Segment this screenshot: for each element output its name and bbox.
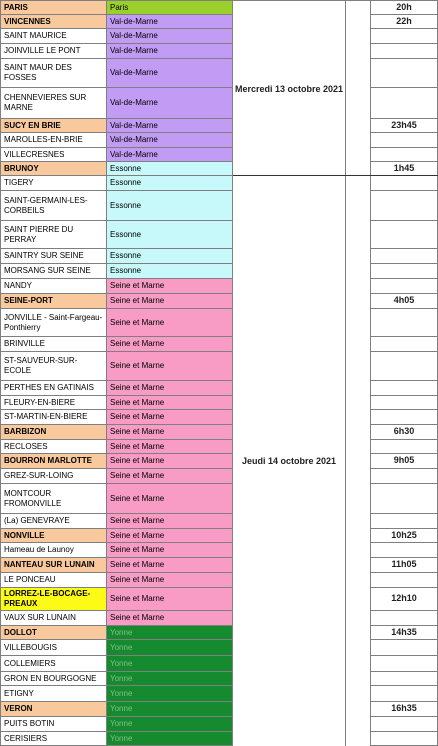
city-cell: DOLLOT <box>0 626 107 640</box>
city-cell: (La) GENEVRAYE <box>0 514 107 529</box>
time-cell: 20h <box>371 1 438 15</box>
time-cell <box>371 44 438 59</box>
city-cell: FLEURY-EN-BIERE <box>0 396 107 410</box>
department-cell: Val-de-Marne <box>107 15 233 29</box>
department-cell: Seine et Marne <box>107 309 233 337</box>
department-cell: Val-de-Marne <box>107 88 233 119</box>
time-cell: 12h10 <box>371 588 438 611</box>
city-cell: JOINVILLE LE PONT <box>0 44 107 59</box>
time-cell <box>371 88 438 119</box>
blank-column <box>346 176 371 746</box>
city-cell: SUCY EN BRIE <box>0 119 107 133</box>
department-cell: Seine et Marne <box>107 573 233 588</box>
department-cell: Essonne <box>107 176 233 191</box>
department-cell: Seine et Marne <box>107 454 233 469</box>
city-cell: JONVILLE - Saint-Fargeau-Ponthierry <box>0 309 107 337</box>
city-cell: PERTHES EN GATINAIS <box>0 381 107 396</box>
city-cell: SAINT MAUR DES FOSSES <box>0 59 107 88</box>
department-cell: Seine et Marne <box>107 611 233 626</box>
time-cell <box>371 543 438 558</box>
city-cell: BOURRON MARLOTTE <box>0 454 107 469</box>
time-cell <box>371 352 438 381</box>
city-cell: VERON <box>0 702 107 717</box>
city-cell: SEINE-PORT <box>0 294 107 309</box>
time-cell: 4h05 <box>371 294 438 309</box>
department-cell: Val-de-Marne <box>107 59 233 88</box>
blank-column <box>346 1 371 176</box>
time-cell <box>371 672 438 686</box>
time-cell: 1h45 <box>371 162 438 176</box>
time-cell: 11h05 <box>371 558 438 573</box>
city-cell: LE PONCEAU <box>0 573 107 588</box>
time-cell <box>371 640 438 656</box>
city-cell: Hameau de Launoy <box>0 543 107 558</box>
department-cell: Essonne <box>107 249 233 264</box>
time-cell: 14h35 <box>371 626 438 640</box>
time-cell: 6h30 <box>371 425 438 440</box>
city-cell: COLLEMIERS <box>0 656 107 672</box>
department-cell: Seine et Marne <box>107 440 233 454</box>
department-cell: Seine et Marne <box>107 396 233 410</box>
time-cell <box>371 279 438 294</box>
department-cell: Yonne <box>107 626 233 640</box>
time-cell <box>371 484 438 514</box>
time-cell: 10h25 <box>371 529 438 543</box>
time-cell <box>371 381 438 396</box>
city-cell: GRON EN BOURGOGNE <box>0 672 107 686</box>
department-cell: Paris <box>107 1 233 15</box>
department-cell: Yonne <box>107 672 233 686</box>
day-separator <box>233 175 438 176</box>
city-cell: NANDY <box>0 279 107 294</box>
city-cell: PARIS <box>0 1 107 15</box>
time-cell <box>371 221 438 249</box>
department-cell: Yonne <box>107 702 233 717</box>
day-date-cell: Jeudi 14 octobre 2021 <box>233 176 346 746</box>
department-cell: Seine et Marne <box>107 558 233 573</box>
time-cell <box>371 191 438 221</box>
city-cell: MONTCOUR FROMONVILLE <box>0 484 107 514</box>
department-cell: Essonne <box>107 264 233 279</box>
city-cell: BRINVILLE <box>0 337 107 352</box>
city-cell: VILLECRESNES <box>0 148 107 162</box>
time-cell: 23h45 <box>371 119 438 133</box>
day-date-cell: Mercredi 13 octobre 2021 <box>233 1 346 176</box>
time-cell <box>371 440 438 454</box>
department-cell: Yonne <box>107 732 233 746</box>
time-cell <box>371 59 438 88</box>
time-cell: 22h <box>371 15 438 29</box>
department-cell: Seine et Marne <box>107 410 233 425</box>
time-cell <box>371 573 438 588</box>
department-cell: Seine et Marne <box>107 294 233 309</box>
city-cell: RECLOSES <box>0 440 107 454</box>
city-cell: ST-SAUVEUR-SUR-ECOLE <box>0 352 107 381</box>
department-cell: Seine et Marne <box>107 469 233 484</box>
time-cell: 16h35 <box>371 702 438 717</box>
time-cell <box>371 309 438 337</box>
department-cell: Yonne <box>107 717 233 732</box>
time-cell <box>371 732 438 746</box>
city-cell: CHENNEVIERES SUR MARNE <box>0 88 107 119</box>
department-cell: Seine et Marne <box>107 279 233 294</box>
time-cell <box>371 717 438 732</box>
city-cell: CERISIERS <box>0 732 107 746</box>
department-cell: Seine et Marne <box>107 543 233 558</box>
department-cell: Seine et Marne <box>107 588 233 611</box>
time-cell <box>371 611 438 626</box>
city-cell: VINCENNES <box>0 15 107 29</box>
city-cell: PUITS BOTIN <box>0 717 107 732</box>
city-cell: NONVILLE <box>0 529 107 543</box>
city-cell: MAROLLES-EN-BRIE <box>0 133 107 148</box>
city-cell: SAINT-GERMAIN-LES-CORBEILS <box>0 191 107 221</box>
city-cell: NANTEAU SUR LUNAIN <box>0 558 107 573</box>
city-cell: ETIGNY <box>0 686 107 702</box>
department-cell: Seine et Marne <box>107 514 233 529</box>
city-cell: TIGERY <box>0 176 107 191</box>
department-cell: Seine et Marne <box>107 337 233 352</box>
department-cell: Seine et Marne <box>107 484 233 514</box>
time-cell <box>371 514 438 529</box>
department-cell: Yonne <box>107 686 233 702</box>
department-cell: Essonne <box>107 221 233 249</box>
department-cell: Essonne <box>107 162 233 176</box>
department-cell: Seine et Marne <box>107 425 233 440</box>
time-cell <box>371 686 438 702</box>
time-cell <box>371 337 438 352</box>
city-cell: BRUNOY <box>0 162 107 176</box>
time-cell <box>371 133 438 148</box>
time-cell <box>371 249 438 264</box>
time-cell <box>371 264 438 279</box>
time-cell <box>371 29 438 44</box>
city-cell: VILLEBOUGIS <box>0 640 107 656</box>
city-cell: BARBIZON <box>0 425 107 440</box>
city-cell: SAINT MAURICE <box>0 29 107 44</box>
department-cell: Seine et Marne <box>107 529 233 543</box>
city-cell: SAINT PIERRE DU PERRAY <box>0 221 107 249</box>
time-cell: 9h05 <box>371 454 438 469</box>
city-cell: VAUX SUR LUNAIN <box>0 611 107 626</box>
city-cell: GREZ-SUR-LOING <box>0 469 107 484</box>
department-cell: Val-de-Marne <box>107 148 233 162</box>
time-cell <box>371 469 438 484</box>
city-cell: SAINTRY SUR SEINE <box>0 249 107 264</box>
department-cell: Yonne <box>107 640 233 656</box>
time-cell <box>371 410 438 425</box>
department-cell: Seine et Marne <box>107 381 233 396</box>
department-cell: Seine et Marne <box>107 352 233 381</box>
time-cell <box>371 656 438 672</box>
department-cell: Val-de-Marne <box>107 133 233 148</box>
time-cell <box>371 176 438 191</box>
time-cell <box>371 148 438 162</box>
city-cell: MORSANG SUR SEINE <box>0 264 107 279</box>
department-cell: Val-de-Marne <box>107 29 233 44</box>
city-cell: LORREZ-LE-BOCAGE-PREAUX <box>0 588 107 611</box>
department-cell: Essonne <box>107 191 233 221</box>
city-cell: ST-MARTIN-EN-BIERE <box>0 410 107 425</box>
department-cell: Val-de-Marne <box>107 44 233 59</box>
time-cell <box>371 396 438 410</box>
department-cell: Yonne <box>107 656 233 672</box>
department-cell: Val-de-Marne <box>107 119 233 133</box>
